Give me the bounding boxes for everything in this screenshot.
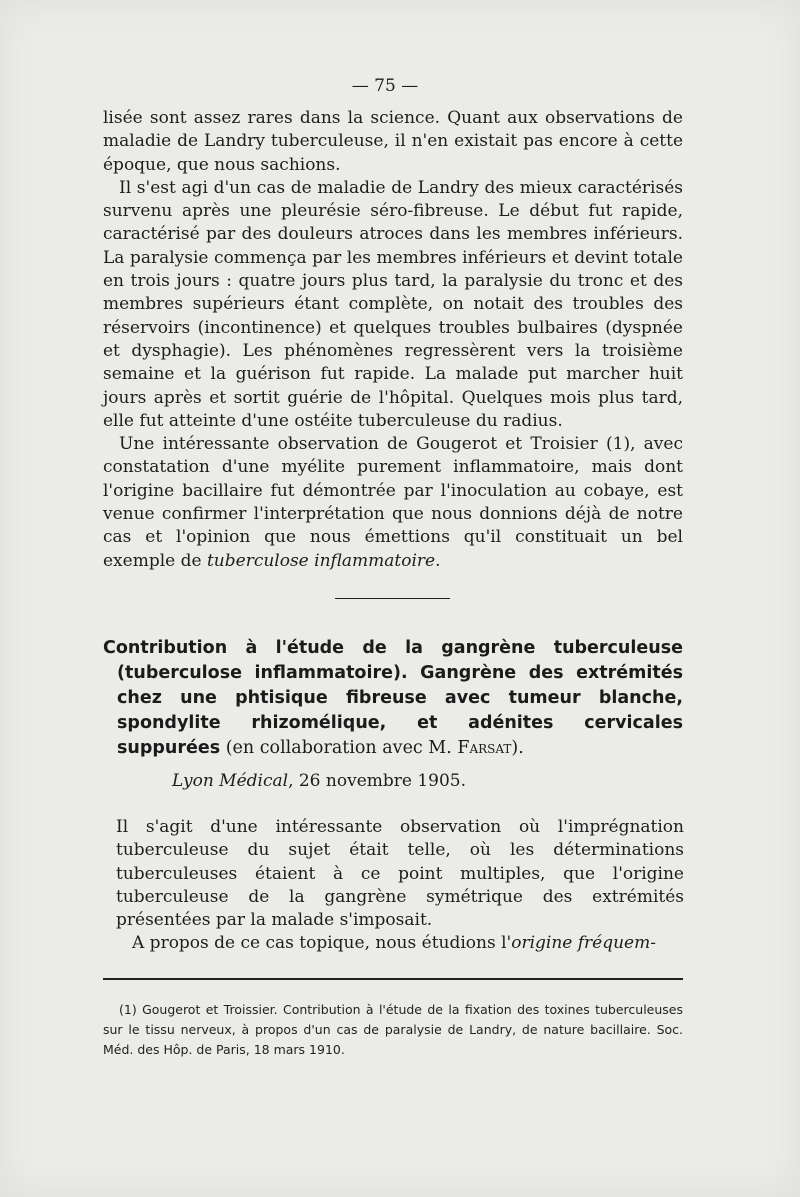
page-number: — 75 —	[351, 76, 419, 96]
paragraph-text: A propos de ce cas topique, nous étudions l'	[132, 933, 512, 954]
paragraph: lisée sont assez rares dans la science. Quant aux observations de maladie de Landry tuberculeuse, il n'en existait pas encore à cette époque, que nous sachions.	[103, 108, 683, 175]
paragraph: Il s'est agi d'un cas de maladie de Landry des mieux caractérisés survenu après une pleurésie séro-fibreuse. Le début fut rapide, caractérisé par des douleurs atroces dans les membres inférieurs. La paralysie commença par les membres inférieurs et devint totale en trois jours : quatre jours plus tard, la paralysie du tronc et des membres supérieurs étant complète, on notait des troubles des réservoirs (incontinence) et quelques troubles bulbaires (dyspnée et dysphagie). Les phénomènes regressèrent vers la troisième semaine et la guérison fut rapide. La malade put marcher huit jours après et sortit guérie de l'hôpital. Quelques mois plus tard, elle fut atteinte d'une ostéite tuberculeuse du radius.	[103, 177, 683, 431]
section-heading	[103, 636, 683, 761]
paragraph-end: .	[435, 550, 441, 571]
paragraph	[116, 932, 684, 955]
paragraph: Il s'agit d'une intéressante observation où l'imprégnation tuberculeuse du sujet était telle, où les déterminations tuberculeuses étaient à ce point multiples, que l'origine tuberculeuse de la gangrène symétrique des extrémités présentées par la malade s'imposait.	[116, 817, 684, 931]
heading-close: ).	[511, 738, 524, 758]
citation	[172, 771, 466, 791]
heading-title: Contribution à l'étude de la gangrène tuberculeuse (tuberculose inflammatoire). Gangrène des extrémités chez une phtisique fibreuse avec tumeur blanche, spondylite rhizomélique, et adénites cervicales suppurées	[103, 638, 683, 758]
citation-date: , 26 novembre 1905.	[288, 771, 467, 791]
italic-term: origine fréquem-	[511, 933, 656, 954]
footnote	[103, 1000, 683, 1060]
section-1-body	[103, 107, 683, 573]
footnote-text: (1) Gougerot et Troissier. Contribution à l'étude de la fixation des toxines tuberculeuses sur le tissu nerveux, à propos d'un cas de paralysie de Landry, de nature bacillaire. Soc. Méd. des Hôp. de Paris, 18 mars 1910.	[103, 1002, 683, 1057]
section-2-body	[116, 816, 684, 956]
paragraph	[103, 433, 683, 573]
heading-collaboration: (en collaboration avec M.	[220, 738, 458, 758]
citation-journal: Lyon Médical	[172, 771, 289, 791]
paragraph-text: Une intéressante observation de Gougerot et Troisier (1), avec constatation d'une myélite purement inflammatoire, mais dont l'origine bacillaire fut démontrée par l'inoculation au cobaye, est venue confirmer l'interprétation que nous donnions déjà de notre cas et l'opinion que nous émettions qu'il constituait un bel exemple de	[103, 434, 683, 571]
heading-author: Farsat	[457, 738, 512, 758]
footnote-divider	[103, 978, 683, 980]
italic-term: tuberculose inflammatoire	[206, 550, 436, 571]
section-divider	[335, 598, 450, 599]
